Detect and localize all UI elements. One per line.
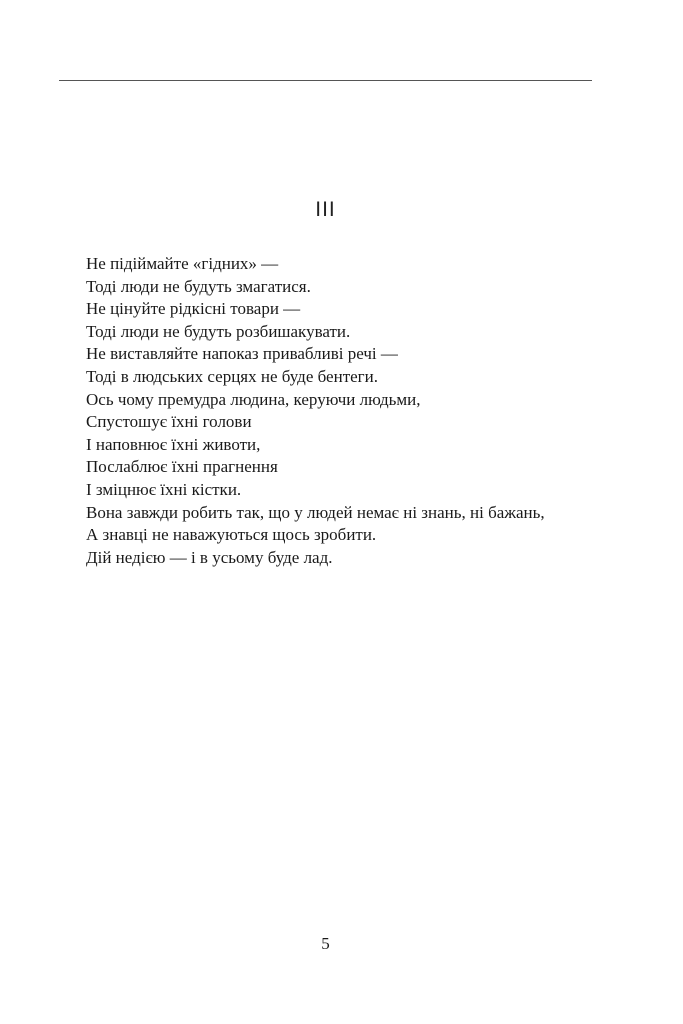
poem-text [86, 253, 646, 569]
poem-line: І зміцнює їхні кістки. [86, 479, 242, 499]
poem-line: Тоді люди не будуть змагатися. [86, 276, 311, 296]
page-number: 5 [321, 934, 330, 953]
header-rule [59, 80, 592, 81]
poem-line: Не цінуйте рідкісні товари — [86, 299, 301, 319]
poem-line: Послаблює їхні прагнення [86, 457, 278, 477]
poem-line: Не виставляйте напоказ привабливі речі — [86, 344, 398, 364]
poem-line: Тоді люди не будуть розбишакувати. [86, 321, 351, 341]
chapter-heading: III [315, 198, 336, 221]
poem-line: Спустошує їхні голови [86, 412, 252, 432]
poem-line: Дій недією — і в усьому буде лад. [86, 547, 333, 567]
poem-line: Вона завжди робить так, що у людей немає ні знань, ні бажань, [86, 502, 545, 522]
poem-line: І наповнює їхні животи, [86, 434, 261, 454]
poem-line: Тоді в людських серцях не буде бентеги. [86, 366, 378, 386]
poem-line: А знавці не наважуються щось зробити. [86, 525, 377, 545]
poem-line: Не підіймайте «гідних» — [86, 254, 279, 273]
poem-line: Ось чому премудра людина, керуючи людьми, [86, 389, 421, 409]
